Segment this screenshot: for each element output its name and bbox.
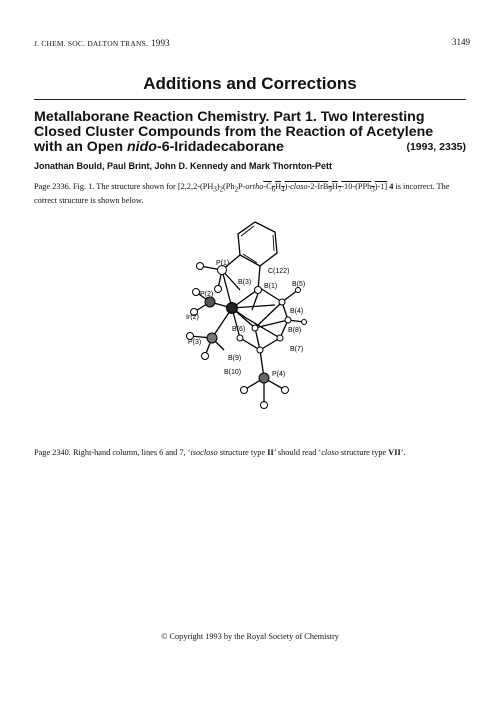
phenyl-ring: [238, 222, 277, 266]
label-c122: C(122): [268, 268, 290, 275]
page-number: 3149: [452, 37, 470, 47]
c1-text: -C: [263, 182, 272, 191]
label-b10: B(10): [224, 369, 242, 376]
atom-b5: [279, 299, 285, 305]
atom-h: [296, 288, 301, 293]
c1-overbar: [263, 182, 388, 194]
bonds: [190, 255, 304, 405]
label-b9: B(9): [228, 355, 242, 362]
correction-page-2340: [34, 448, 470, 459]
label-p3: P(3): [188, 339, 202, 346]
c1-post: is incorrect. The correct structure is shown below.: [34, 182, 450, 206]
label-b8: B(8): [288, 327, 302, 334]
title-nido: nido: [127, 139, 157, 155]
label-p1: P(1): [216, 260, 230, 267]
article-reference: (1993, 2335): [406, 141, 466, 153]
c1-text: H: [275, 182, 282, 191]
label-b3: B(3): [238, 279, 252, 286]
c1-sub: 2: [219, 186, 224, 194]
c1-text: -10-(PPh: [341, 182, 372, 191]
c1-text: -2-IrB: [307, 182, 329, 191]
atom-c: [241, 387, 248, 394]
c2-italic: closo: [321, 448, 339, 457]
c1-italic: ortho: [245, 182, 264, 191]
title-line-3-start: with an Open: [34, 139, 128, 155]
c1-sub: 2: [234, 186, 239, 194]
c1-text: )-1]: [374, 182, 388, 191]
c1-pre: Page 2336. Fig. 1. The structure shown for [2,2,2-(PH: [34, 182, 214, 191]
c1-text: P-: [238, 182, 246, 191]
atom-p4: [259, 373, 269, 383]
c2-text: structure type: [217, 448, 268, 457]
atom-c122: [255, 287, 262, 294]
article-title: [34, 110, 474, 155]
section-title: Additions and Corrections: [143, 74, 357, 93]
c1-sub: 6: [271, 186, 276, 194]
label-b5: B(5): [292, 281, 306, 288]
atom-b8: [277, 335, 283, 341]
atom-ir2: [227, 303, 238, 314]
copyright-notice: © Copyright 1993 by the Royal Society of Chemistry: [161, 632, 339, 641]
atom-h: [215, 286, 222, 293]
molecular-structure-figure: [160, 210, 340, 420]
atom-h: [193, 289, 200, 296]
atom-b7: [252, 325, 258, 331]
label-b6: B(6): [232, 326, 246, 333]
atom-b4: [285, 317, 291, 323]
c1-text: ): [216, 182, 220, 191]
atom-p3: [207, 333, 217, 343]
c2-type: II: [267, 448, 274, 457]
section-rule: [34, 99, 466, 100]
c1-text: )-: [284, 182, 291, 191]
title-line-1: Metallaborane Reaction Chemistry. Part 1. Two Interesting: [34, 109, 425, 125]
c2-pre: Page 2340. Right-hand column, lines 6 and 7, ‘: [34, 448, 191, 457]
journal-year: 1993: [151, 38, 170, 48]
c1-compound: 4: [389, 182, 394, 191]
c2-type: VII: [388, 448, 401, 457]
title-line-2: Closed Cluster Compounds from the Reaction of Acetylene: [34, 124, 434, 140]
c1-sub: 4: [281, 186, 285, 194]
journal-name: J. CHEM. SOC. DALTON TRANS.: [34, 39, 149, 48]
label-p2: P(2): [200, 291, 214, 298]
atom-h: [197, 263, 204, 270]
atom-b10: [257, 347, 263, 353]
label-b1: B(1): [264, 283, 278, 290]
c1-italic: closo: [290, 182, 308, 191]
title-line-3-end: -6-Iridadecaborane: [156, 139, 284, 155]
c2-text: structure type: [338, 448, 389, 457]
atom-h: [302, 320, 307, 325]
c1-text: H: [331, 182, 338, 191]
atom-b6: [237, 335, 243, 341]
article-authors: Jonathan Bould, Paul Brint, John D. Kennedy and Mark Thornton-Pett: [34, 161, 333, 171]
c1-sub: 7: [337, 186, 342, 194]
c1-sub: 3: [213, 186, 217, 194]
atom-h: [202, 353, 209, 360]
label-b7: B(7): [290, 346, 304, 353]
atom-c: [282, 387, 289, 394]
c2-italic: isocloso: [190, 448, 218, 457]
c1-sub: 3: [371, 186, 375, 194]
c2-post: ’.: [400, 448, 406, 457]
c2-text: ’ should read ‘: [273, 448, 322, 457]
atom-p2: [205, 297, 215, 307]
label-b4: B(4): [290, 308, 304, 315]
c1-text: (Ph: [223, 182, 235, 191]
c1-sub: 9: [328, 186, 332, 194]
label-p4: P(4): [272, 371, 286, 378]
label-ir2: Ir(2): [186, 314, 199, 321]
correction-page-2336: [34, 182, 470, 207]
atom-c: [261, 402, 268, 409]
journal-header: [34, 38, 170, 48]
